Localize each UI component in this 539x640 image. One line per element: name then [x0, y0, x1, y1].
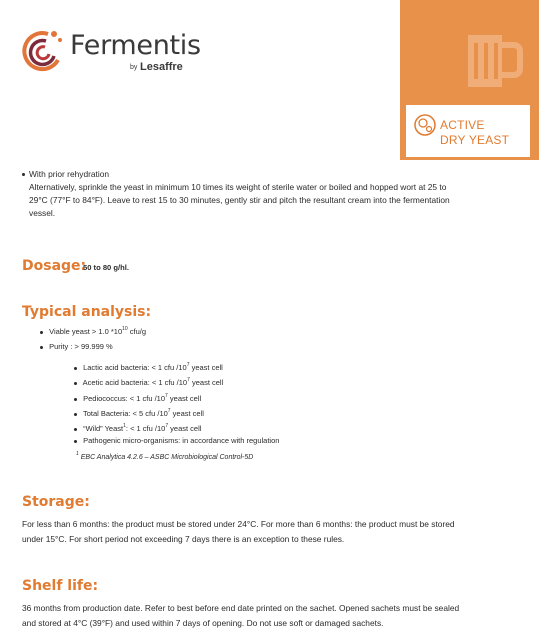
analysis-sub-item: Total Bacteria: < 5 cfu $/10^7$ yeast cell	[74, 405, 204, 420]
rehydration-line-2: 29°C (77°F to 84°F). Leave to rest 15 to 30 minutes, gently stir and pitch the resultant cream into the fermentation	[29, 195, 450, 205]
banner-line-2: DRY YEAST	[440, 133, 510, 147]
storage-heading: Storage:	[22, 494, 90, 510]
logo-wordmark: Fermentis	[70, 30, 201, 61]
shelf-life-heading: Shelf life:	[22, 578, 99, 594]
bullet-icon	[74, 428, 77, 431]
logo-by: by	[130, 64, 138, 71]
beer-mug-icon	[460, 25, 530, 95]
rehydration-line-1: Alternatively, sprinkle the yeast in minimum 10 times its weight of sterile water or boiled and hopped wort at 25 to	[29, 182, 447, 192]
bullet-icon	[22, 173, 25, 176]
analysis-heading: Typical analysis:	[22, 304, 152, 320]
fermentis-logo	[18, 22, 208, 82]
analysis-sub-item: Acetic acid bacteria: < 1 cfu $/10^7$ yeast cell	[74, 374, 223, 389]
storage-line-1: For less than 6 months: the product must be stored under 24°C. For more than 6 months: the product must be stored	[22, 519, 455, 529]
bullet-icon	[40, 346, 43, 349]
dosage-heading: Dosage:	[22, 258, 87, 274]
bullet-icon	[74, 367, 77, 370]
bullet-icon	[74, 413, 77, 416]
storage-line-2: under 15°C. For short period not exceeding 7 days there is an exception to these rules.	[22, 534, 345, 544]
viable-yeast-item: Viable yeast > 1.0 $*10^{10}$ cfu/g	[40, 323, 146, 338]
purity-item: Purity : > 99.999 %	[40, 341, 113, 353]
analysis-sub-item: “Wild” Yeast$^1$: < 1 cfu $/10^7$ yeast cell	[74, 420, 201, 435]
analysis-sub-item: Pathogenic micro-organisms: in accordance with regulation	[74, 435, 279, 447]
analysis-sub-item: Lactic acid bacteria: < 1 cfu $/10^7$ yeast cell	[74, 359, 223, 374]
active-dry-yeast-icon	[412, 110, 438, 140]
shelf-life-line-2: and stored at 4°C (39°F) and used within 7 days of opening. Do not use soft or damaged sachets.	[22, 618, 384, 628]
analysis-footnote: $^1$ EBC Analytica 4.2.6 – ASBC Microbiological Control-5D	[76, 451, 254, 461]
banner-line-1: ACTIVE	[440, 118, 485, 132]
dosage-value: 50 to 80 g/hl.	[83, 263, 129, 272]
bullet-icon	[40, 331, 43, 334]
analysis-sub-item: Pediococcus: < 1 cfu $/10^7$ yeast cell	[74, 390, 201, 405]
rehydration-title: With prior rehydration	[22, 168, 109, 180]
bullet-icon	[74, 440, 77, 443]
bullet-icon	[74, 382, 77, 385]
logo-parent: Lesaffre	[140, 61, 183, 73]
bullet-icon	[74, 398, 77, 401]
fermentis-swirl-icon	[18, 26, 68, 76]
shelf-life-line-1: 36 months from production date. Refer to best before end date printed on the sachet. Opened sachets must be sealed	[22, 603, 460, 613]
rehydration-line-3: vessel.	[29, 208, 56, 218]
